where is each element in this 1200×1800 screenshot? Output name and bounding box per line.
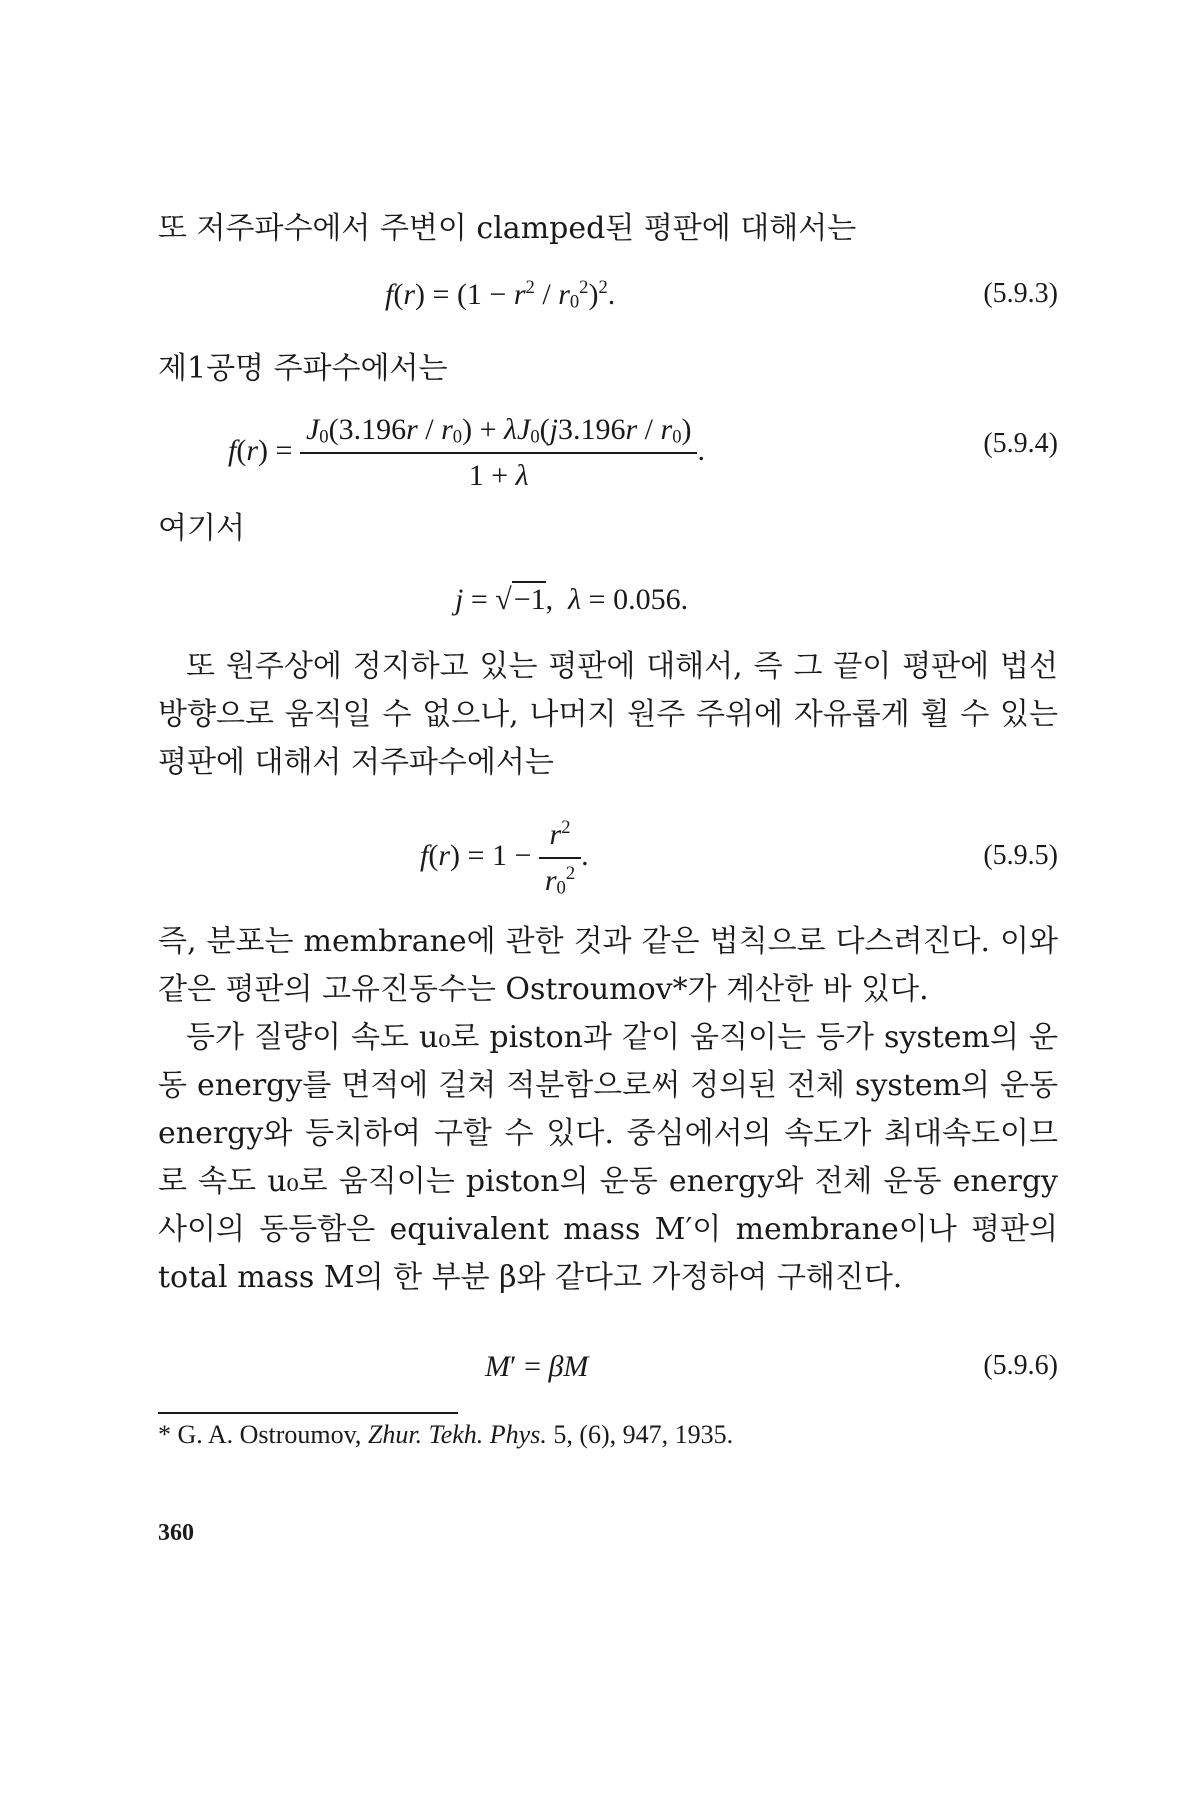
- equation-definitions: j = √−1, λ = 0.056.: [455, 583, 689, 616]
- lambda-value: 0.056: [613, 583, 681, 616]
- paragraph-6-text: 등가 질량이 속도 u₀로 piston과 같이 움직이는 등가 system의 운동 energy를 면적에 걸쳐 적분함으로써 정의된 전체 system의 운동 energy와 등치하여 구할 수 있다. 중심에서의 속도가 최대속도이므로 속도 u₀로 움직이는 piston의 운동 energy와 전체 운동 energy 사이의 동등함은 equivalent mass M′이 membrane이나 평판의 total mass M의 한 부분 β와 같다고 가정하여 구해진다.: [158, 1020, 1058, 1295]
- equation-5-9-3: $f(r) = (1 - r^2 / r_0^2)^2$.: [385, 276, 616, 313]
- footnote-rule: [158, 1412, 458, 1414]
- paragraph-5: [158, 918, 1058, 1014]
- paragraph-4-text: 또 원주상에 정지하고 있는 평판에 대해서, 즉 그 끝이 평판에 법선 방향으로 움직일 수 없으나, 나머지 원주 주위에 자유롭게 휠 수 있는 평판에 대해서 저주파수에서는: [158, 649, 1058, 780]
- paragraph-3-text: 여기서: [158, 511, 245, 546]
- paragraph-5-text: 즉, 분포는 membrane에 관한 것과 같은 법칙으로 다스려진다. 이와 같은 평판의 고유진동수는 Ostroumov*가 계산한 바 있다.: [158, 924, 1058, 1007]
- equation-number-5-9-4: (5.9.4): [983, 428, 1058, 459]
- paragraph-3: [158, 505, 1058, 553]
- paragraph-1: [158, 205, 1058, 253]
- equation-5-9-6: M′ = βM: [485, 1350, 589, 1383]
- footnote: [158, 1420, 733, 1450]
- paragraph-6: [158, 1014, 1058, 1302]
- paragraph-1-text: 또 저주파수에서 주변이 clamped된 평판에 대해서는: [158, 211, 857, 246]
- paragraph-2-text: 제1공명 주파수에서는: [158, 351, 448, 386]
- paragraph-2: [158, 345, 1058, 393]
- paragraph-4: [158, 643, 1058, 787]
- equation-number-5-9-3: (5.9.3): [983, 278, 1058, 309]
- equation-number-5-9-5: (5.9.5): [983, 840, 1058, 871]
- page-number: 360: [158, 1520, 194, 1546]
- equation-5-9-4-fraction: $\frac{J_0(3.196r / r_0) + \lambda J_0(j3.196r / r_0)}{1 + \lambda}$: [300, 410, 698, 496]
- footnote-marker: *: [158, 1420, 171, 1449]
- footnote-details: 5, (6), 947, 1935.: [553, 1420, 734, 1449]
- footnote-author: G. A. Ostroumov,: [177, 1420, 362, 1449]
- equation-5-9-5: f(r) = 1 − $\frac{r^2}{r_0^2}$ .: [420, 815, 589, 901]
- equation-number-5-9-6: (5.9.6): [983, 1350, 1058, 1381]
- equation-5-9-4: f(r) = $\frac{J_0(3.196r / r_0) + \lambda J_0(j3.196r / r_0)}{1 + \lambda}$ .: [228, 410, 705, 496]
- footnote-journal: Zhur. Tekh. Phys.: [367, 1420, 547, 1449]
- equation-5-9-5-fraction: $\frac{r^2}{r_0^2}$: [539, 815, 581, 901]
